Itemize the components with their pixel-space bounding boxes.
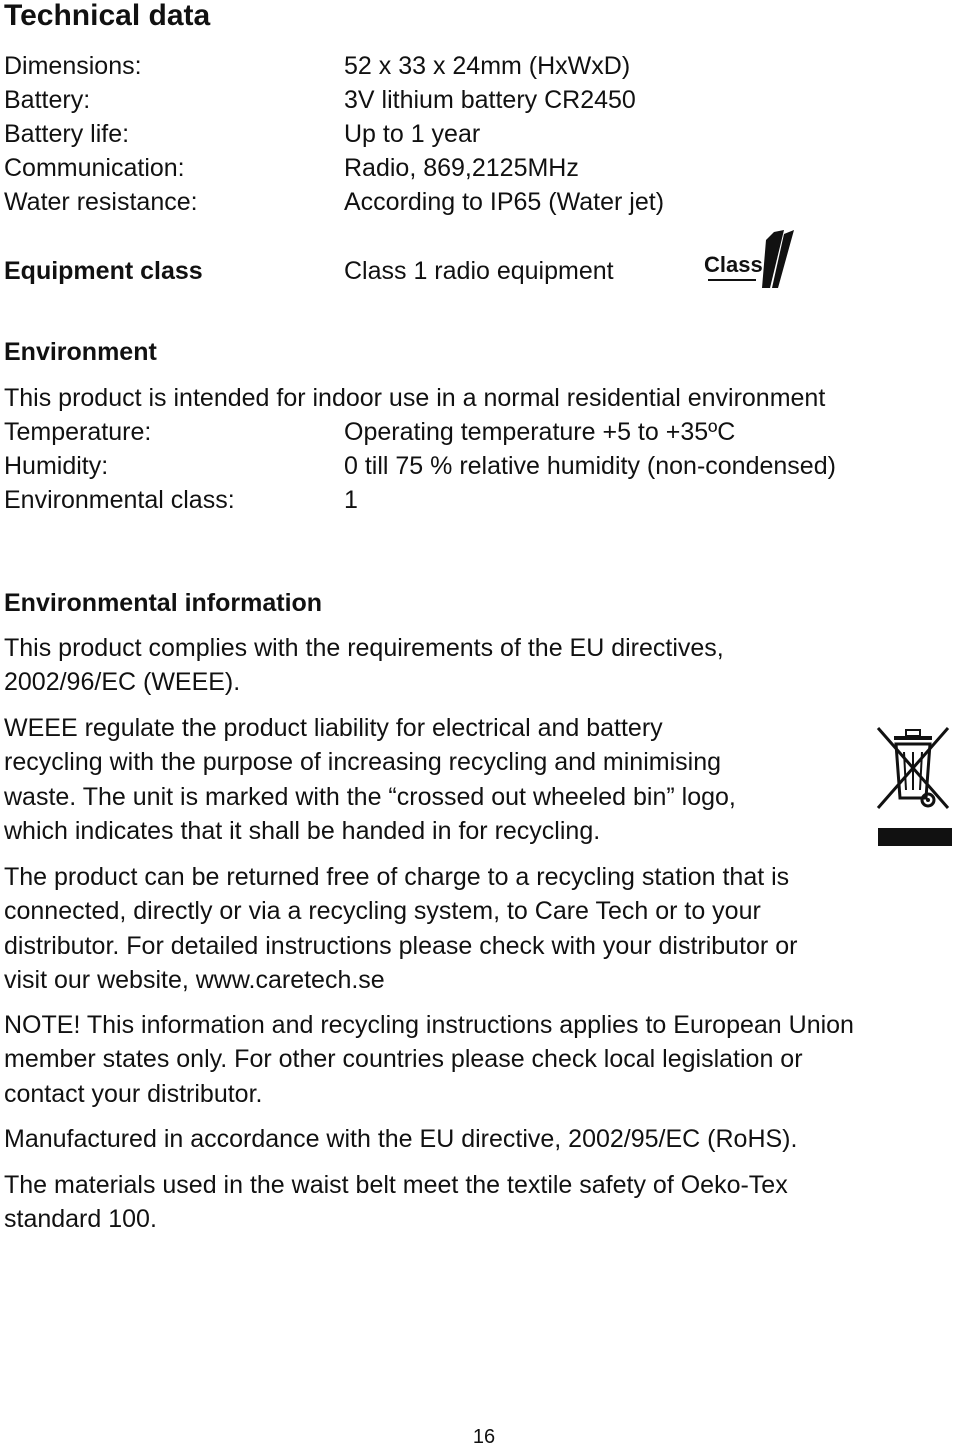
page-number: 16 [472,1426,496,1448]
text-line: Manufactured in accordance with the EU directive, 2002/95/EC (RoHS). [4,1125,798,1153]
spec-value-battery-life: Up to 1 year [344,120,481,148]
environment-heading: Environment [4,338,157,366]
spec-label-dimensions: Dimensions: [4,52,142,80]
spec-value-water-resistance: According to IP65 (Water jet) [344,188,665,216]
text-line: This product complies with the requirements of the EU directives, [4,634,724,662]
env-info-paragraph-5 [4,1122,797,1156]
environment-label-temperature: Temperature: [4,418,152,446]
text-line: waste. The unit is marked with the “crossed out wheeled bin” logo, [4,782,736,811]
spec-value-battery: 3V lithium battery CR2450 [344,86,636,114]
text-line: WEEE regulate the product liability for electrical and battery [4,714,663,742]
spec-label-water-resistance: Water resistance: [4,188,198,216]
text-line: member states only. For other countries please check local legislation or [4,1045,803,1074]
text-line: The materials used in the waist belt meet the textile safety of Oeko-Tex [4,1171,788,1199]
env-info-paragraph-2 [4,711,736,848]
text-line: contact your distributor. [4,1079,263,1108]
equipment-class-value: Class 1 radio equipment [344,257,614,285]
text-line: NOTE! This information and recycling instructions applies to European Union [4,1011,854,1039]
environment-intro: This product is intended for indoor use in a normal residential environment [4,384,826,412]
text-line: recycling with the purpose of increasing recycling and minimising [4,748,722,777]
text-line: distributor. For detailed instructions please check with your distributor or [4,931,798,960]
text-line: which indicates that it shall be handed in for recycling. [4,816,601,845]
text-line: The product can be returned free of charge to a recycling station that is [4,863,790,891]
text-line: visit our website, www.caretech.se [4,965,385,994]
environment-value-temperature: Operating temperature +5 to +35ºC [344,418,736,446]
environment-value-class: 1 [344,486,358,514]
environment-label-humidity: Humidity: [4,452,109,480]
class-logo-text: Class [704,252,763,277]
spec-label-communication: Communication: [4,154,185,182]
env-info-paragraph-4 [4,1008,854,1111]
page-title: Technical data [4,0,211,32]
environment-label-class: Environmental class: [4,486,235,514]
spec-value-dimensions: 52 x 33 x 24mm (HxWxD) [344,52,631,80]
spec-label-battery-life: Battery life: [4,120,130,148]
environment-value-humidity: 0 till 75 % relative humidity (non-condensed) [344,452,836,480]
env-info-paragraph-6 [4,1168,788,1237]
crossed-out-wheeled-bin-icon [872,722,954,850]
equipment-class-label: Equipment class [4,257,203,285]
text-line: connected, directly or via a recycling system, to Care Tech or to your [4,897,761,926]
spec-value-communication: Radio, 869,2125MHz [344,154,579,182]
text-line: 2002/96/EC (WEEE). [4,668,241,697]
env-info-paragraph-1 [4,631,724,700]
env-info-heading: Environmental information [4,589,323,617]
env-info-paragraph-3 [4,860,797,997]
text-line: standard 100. [4,1205,157,1234]
class-1-logo-icon [700,226,800,292]
spec-label-battery: Battery: [4,86,91,114]
